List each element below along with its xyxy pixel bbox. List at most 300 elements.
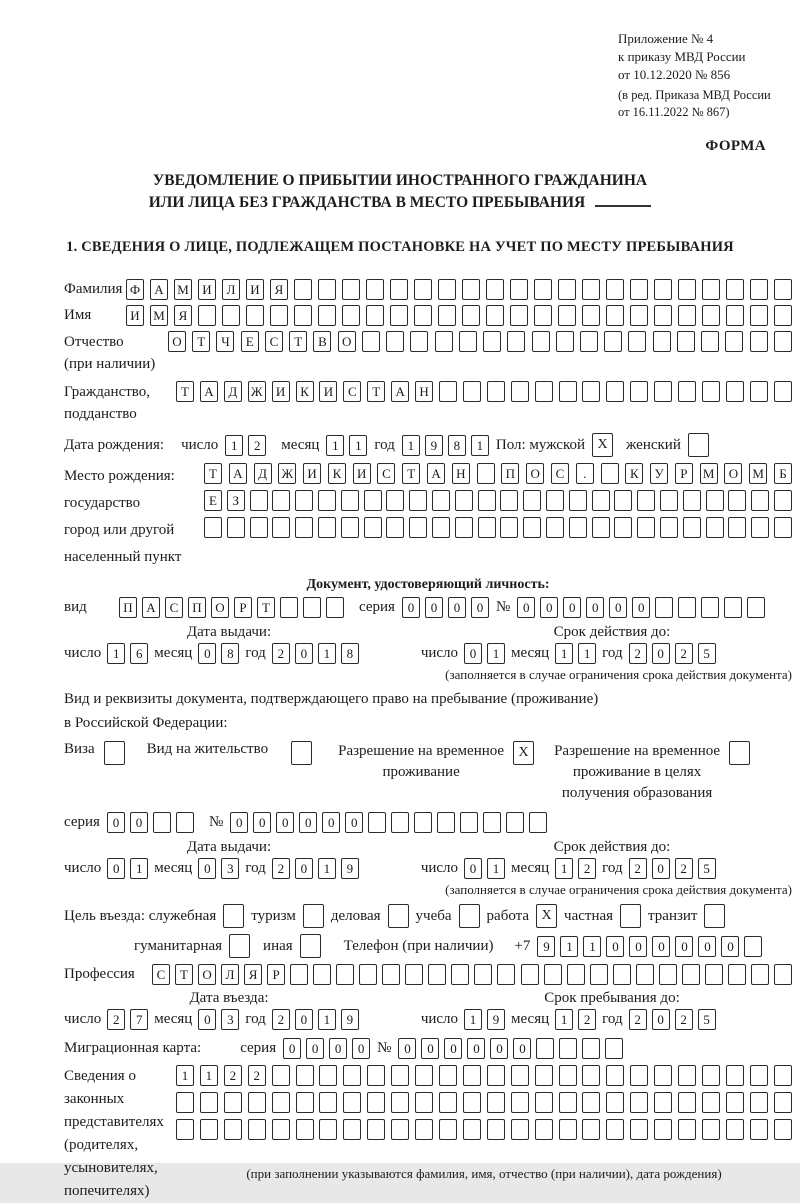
char-cell[interactable] xyxy=(439,1065,457,1086)
char-cell[interactable] xyxy=(592,517,610,538)
char-cell[interactable] xyxy=(582,1065,600,1086)
char-cell[interactable]: 7 xyxy=(130,1009,148,1030)
char-cell[interactable] xyxy=(701,597,719,618)
char-cell[interactable] xyxy=(290,964,308,985)
char-cell[interactable] xyxy=(678,1119,696,1140)
char-cell[interactable] xyxy=(455,490,473,511)
char-cell[interactable] xyxy=(774,331,792,352)
char-cell[interactable]: 0 xyxy=(198,858,216,879)
char-cell[interactable] xyxy=(751,517,769,538)
char-cell[interactable]: 0 xyxy=(276,812,294,833)
char-cell[interactable] xyxy=(728,517,746,538)
char-cell[interactable] xyxy=(546,490,564,511)
char-cell[interactable]: 1 xyxy=(176,1065,194,1086)
char-cell[interactable] xyxy=(391,812,409,833)
purpose-transit-checkbox[interactable] xyxy=(704,904,725,928)
char-cell[interactable]: 1 xyxy=(318,1009,336,1030)
char-cell[interactable] xyxy=(774,1092,792,1113)
representatives-cells-row2[interactable] xyxy=(176,1092,792,1113)
char-cell[interactable] xyxy=(613,964,631,985)
char-cell[interactable] xyxy=(487,1065,505,1086)
char-cell[interactable] xyxy=(500,517,518,538)
char-cell[interactable]: 2 xyxy=(629,643,647,664)
char-cell[interactable] xyxy=(390,279,408,300)
purpose-other-checkbox[interactable] xyxy=(300,934,321,958)
char-cell[interactable]: А xyxy=(427,463,445,484)
char-cell[interactable]: 1 xyxy=(487,858,505,879)
char-cell[interactable]: С xyxy=(152,964,170,985)
char-cell[interactable]: О xyxy=(168,331,186,352)
purpose-private-checkbox[interactable] xyxy=(620,904,641,928)
char-cell[interactable] xyxy=(654,1092,672,1113)
char-cell[interactable] xyxy=(462,279,480,300)
char-cell[interactable] xyxy=(569,517,587,538)
char-cell[interactable]: С xyxy=(265,331,283,352)
char-cell[interactable] xyxy=(546,517,564,538)
char-cell[interactable] xyxy=(582,381,600,402)
char-cell[interactable] xyxy=(462,305,480,326)
char-cell[interactable]: 9 xyxy=(341,1009,359,1030)
profession-cells[interactable] xyxy=(152,964,792,985)
char-cell[interactable] xyxy=(296,1119,314,1140)
char-cell[interactable] xyxy=(678,381,696,402)
char-cell[interactable] xyxy=(606,381,624,402)
char-cell[interactable] xyxy=(439,1119,457,1140)
char-cell[interactable] xyxy=(176,1092,194,1113)
char-cell[interactable] xyxy=(364,517,382,538)
char-cell[interactable] xyxy=(604,331,622,352)
char-cell[interactable] xyxy=(606,1119,624,1140)
char-cell[interactable]: 0 xyxy=(586,597,604,618)
char-cell[interactable] xyxy=(463,381,481,402)
char-cell[interactable] xyxy=(497,964,515,985)
char-cell[interactable] xyxy=(559,1092,577,1113)
char-cell[interactable] xyxy=(774,1065,792,1086)
char-cell[interactable]: И xyxy=(319,381,337,402)
char-cell[interactable] xyxy=(250,517,268,538)
char-cell[interactable]: У xyxy=(650,463,668,484)
char-cell[interactable] xyxy=(272,1092,290,1113)
char-cell[interactable] xyxy=(272,1119,290,1140)
char-cell[interactable] xyxy=(582,305,600,326)
char-cell[interactable] xyxy=(726,305,744,326)
char-cell[interactable] xyxy=(319,1065,337,1086)
representatives-cells-row1[interactable] xyxy=(176,1065,792,1086)
char-cell[interactable] xyxy=(654,1119,672,1140)
char-cell[interactable] xyxy=(510,305,528,326)
char-cell[interactable] xyxy=(582,1092,600,1113)
char-cell[interactable]: 0 xyxy=(448,597,466,618)
char-cell[interactable] xyxy=(750,1092,768,1113)
char-cell[interactable] xyxy=(705,964,723,985)
char-cell[interactable]: 2 xyxy=(224,1065,242,1086)
char-cell[interactable]: 0 xyxy=(563,597,581,618)
char-cell[interactable]: 0 xyxy=(130,812,148,833)
char-cell[interactable]: 0 xyxy=(295,643,313,664)
char-cell[interactable] xyxy=(463,1092,481,1113)
char-cell[interactable]: 0 xyxy=(322,812,340,833)
char-cell[interactable] xyxy=(774,1119,792,1140)
char-cell[interactable]: И xyxy=(126,305,144,326)
char-cell[interactable] xyxy=(536,1038,554,1059)
char-cell[interactable]: 2 xyxy=(272,858,290,879)
char-cell[interactable] xyxy=(451,964,469,985)
char-cell[interactable] xyxy=(630,381,648,402)
visa-checkbox[interactable] xyxy=(104,741,125,765)
char-cell[interactable] xyxy=(198,305,216,326)
char-cell[interactable] xyxy=(500,490,518,511)
entry-month-cells[interactable] xyxy=(198,1009,239,1030)
char-cell[interactable] xyxy=(511,1119,529,1140)
char-cell[interactable] xyxy=(391,1065,409,1086)
char-cell[interactable]: 9 xyxy=(487,1009,505,1030)
char-cell[interactable] xyxy=(630,1119,648,1140)
char-cell[interactable] xyxy=(414,279,432,300)
doc-series-cells[interactable] xyxy=(402,597,489,618)
entry-day-cells[interactable] xyxy=(107,1009,148,1030)
char-cell[interactable] xyxy=(295,517,313,538)
char-cell[interactable] xyxy=(336,964,354,985)
char-cell[interactable]: 0 xyxy=(652,643,670,664)
char-cell[interactable] xyxy=(774,305,792,326)
char-cell[interactable] xyxy=(477,463,495,484)
char-cell[interactable]: Т xyxy=(257,597,275,618)
char-cell[interactable]: А xyxy=(200,381,218,402)
char-cell[interactable] xyxy=(405,964,423,985)
patronymic-cells[interactable] xyxy=(168,331,792,352)
char-cell[interactable]: Е xyxy=(241,331,259,352)
edu-permit-checkbox[interactable] xyxy=(729,741,750,765)
char-cell[interactable] xyxy=(341,490,359,511)
char-cell[interactable] xyxy=(438,279,456,300)
phone-cells[interactable] xyxy=(537,936,762,957)
char-cell[interactable]: М xyxy=(174,279,192,300)
char-cell[interactable]: И xyxy=(272,381,290,402)
char-cell[interactable] xyxy=(342,305,360,326)
char-cell[interactable]: О xyxy=(338,331,356,352)
char-cell[interactable] xyxy=(487,381,505,402)
char-cell[interactable] xyxy=(176,812,194,833)
char-cell[interactable]: 6 xyxy=(130,643,148,664)
char-cell[interactable] xyxy=(343,1065,361,1086)
char-cell[interactable] xyxy=(614,517,632,538)
char-cell[interactable] xyxy=(200,1119,218,1140)
char-cell[interactable]: 1 xyxy=(578,643,596,664)
char-cell[interactable] xyxy=(362,331,380,352)
char-cell[interactable]: В xyxy=(313,331,331,352)
char-cell[interactable] xyxy=(750,331,768,352)
char-cell[interactable]: 3 xyxy=(221,858,239,879)
char-cell[interactable] xyxy=(701,331,719,352)
char-cell[interactable]: 1 xyxy=(402,435,420,456)
char-cell[interactable]: 9 xyxy=(341,858,359,879)
char-cell[interactable] xyxy=(630,305,648,326)
char-cell[interactable] xyxy=(318,517,336,538)
char-cell[interactable] xyxy=(706,490,724,511)
char-cell[interactable]: Я xyxy=(270,279,288,300)
char-cell[interactable]: И xyxy=(246,279,264,300)
char-cell[interactable]: Т xyxy=(402,463,420,484)
char-cell[interactable]: А xyxy=(229,463,247,484)
char-cell[interactable]: . xyxy=(576,463,594,484)
char-cell[interactable] xyxy=(432,517,450,538)
char-cell[interactable]: 2 xyxy=(578,1009,596,1030)
char-cell[interactable]: 0 xyxy=(609,597,627,618)
char-cell[interactable] xyxy=(428,964,446,985)
char-cell[interactable] xyxy=(532,331,550,352)
char-cell[interactable] xyxy=(582,279,600,300)
stay-month-cells[interactable] xyxy=(555,1009,596,1030)
char-cell[interactable]: 1 xyxy=(560,936,578,957)
birth-month-cells[interactable] xyxy=(326,435,367,456)
char-cell[interactable] xyxy=(415,1065,433,1086)
char-cell[interactable]: П xyxy=(188,597,206,618)
rvp-until-month-cells[interactable] xyxy=(555,858,596,879)
char-cell[interactable]: 9 xyxy=(537,936,555,957)
char-cell[interactable]: 0 xyxy=(652,858,670,879)
char-cell[interactable]: С xyxy=(165,597,183,618)
char-cell[interactable] xyxy=(510,279,528,300)
char-cell[interactable] xyxy=(628,331,646,352)
rvp-until-year-cells[interactable] xyxy=(629,858,716,879)
char-cell[interactable] xyxy=(511,1065,529,1086)
char-cell[interactable] xyxy=(774,517,792,538)
char-cell[interactable]: Я xyxy=(244,964,262,985)
char-cell[interactable] xyxy=(702,1119,720,1140)
char-cell[interactable] xyxy=(677,331,695,352)
char-cell[interactable]: 0 xyxy=(540,597,558,618)
char-cell[interactable]: 2 xyxy=(272,643,290,664)
char-cell[interactable] xyxy=(343,1119,361,1140)
char-cell[interactable] xyxy=(605,1038,623,1059)
char-cell[interactable]: Т xyxy=(204,463,222,484)
iddoc-until-year-cells[interactable] xyxy=(629,643,716,664)
char-cell[interactable] xyxy=(774,381,792,402)
birth-year-cells[interactable] xyxy=(402,435,489,456)
char-cell[interactable]: 0 xyxy=(402,597,420,618)
char-cell[interactable]: 2 xyxy=(578,858,596,879)
char-cell[interactable]: Ф xyxy=(126,279,144,300)
char-cell[interactable] xyxy=(725,331,743,352)
char-cell[interactable]: 0 xyxy=(329,1038,347,1059)
char-cell[interactable] xyxy=(702,305,720,326)
char-cell[interactable]: 0 xyxy=(425,597,443,618)
char-cell[interactable] xyxy=(326,597,344,618)
char-cell[interactable]: П xyxy=(501,463,519,484)
char-cell[interactable]: 2 xyxy=(248,435,266,456)
char-cell[interactable]: 0 xyxy=(606,936,624,957)
char-cell[interactable]: К xyxy=(296,381,314,402)
char-cell[interactable]: 0 xyxy=(398,1038,416,1059)
char-cell[interactable] xyxy=(682,964,700,985)
char-cell[interactable] xyxy=(751,490,769,511)
doc-type-cells[interactable] xyxy=(119,597,344,618)
purpose-study-checkbox[interactable] xyxy=(459,904,480,928)
char-cell[interactable] xyxy=(556,331,574,352)
mc-number-cells[interactable] xyxy=(398,1038,623,1059)
doc-number-cells[interactable] xyxy=(517,597,765,618)
char-cell[interactable] xyxy=(702,279,720,300)
char-cell[interactable] xyxy=(544,964,562,985)
char-cell[interactable]: 1 xyxy=(200,1065,218,1086)
stay-day-cells[interactable] xyxy=(464,1009,505,1030)
char-cell[interactable]: И xyxy=(353,463,371,484)
char-cell[interactable] xyxy=(391,1092,409,1113)
char-cell[interactable] xyxy=(614,490,632,511)
char-cell[interactable] xyxy=(318,279,336,300)
char-cell[interactable]: Т xyxy=(367,381,385,402)
char-cell[interactable] xyxy=(437,812,455,833)
char-cell[interactable] xyxy=(678,1065,696,1086)
char-cell[interactable]: П xyxy=(119,597,137,618)
char-cell[interactable] xyxy=(534,305,552,326)
char-cell[interactable]: И xyxy=(303,463,321,484)
char-cell[interactable] xyxy=(683,490,701,511)
char-cell[interactable] xyxy=(653,331,671,352)
char-cell[interactable] xyxy=(409,517,427,538)
char-cell[interactable]: 0 xyxy=(352,1038,370,1059)
char-cell[interactable]: Д xyxy=(224,381,242,402)
char-cell[interactable]: С xyxy=(551,463,569,484)
char-cell[interactable] xyxy=(382,964,400,985)
char-cell[interactable] xyxy=(410,331,428,352)
birthplace-cells-row3[interactable] xyxy=(204,517,792,538)
char-cell[interactable] xyxy=(744,936,762,957)
char-cell[interactable] xyxy=(774,964,792,985)
char-cell[interactable] xyxy=(590,964,608,985)
char-cell[interactable] xyxy=(386,490,404,511)
char-cell[interactable] xyxy=(318,490,336,511)
char-cell[interactable] xyxy=(280,597,298,618)
char-cell[interactable] xyxy=(294,305,312,326)
char-cell[interactable] xyxy=(222,305,240,326)
char-cell[interactable]: 1 xyxy=(318,858,336,879)
char-cell[interactable] xyxy=(567,964,585,985)
char-cell[interactable] xyxy=(319,1092,337,1113)
char-cell[interactable] xyxy=(750,1065,768,1086)
birthplace-cells-row1[interactable] xyxy=(204,463,792,484)
rvp-issue-day-cells[interactable] xyxy=(107,858,148,879)
char-cell[interactable] xyxy=(368,812,386,833)
char-cell[interactable] xyxy=(655,597,673,618)
rvp-until-day-cells[interactable] xyxy=(464,858,505,879)
char-cell[interactable] xyxy=(630,279,648,300)
iddoc-until-day-cells[interactable] xyxy=(464,643,505,664)
char-cell[interactable]: 1 xyxy=(130,858,148,879)
char-cell[interactable] xyxy=(654,279,672,300)
char-cell[interactable] xyxy=(483,812,501,833)
char-cell[interactable]: Ж xyxy=(248,381,266,402)
char-cell[interactable]: 2 xyxy=(272,1009,290,1030)
char-cell[interactable] xyxy=(506,812,524,833)
char-cell[interactable]: 1 xyxy=(318,643,336,664)
char-cell[interactable] xyxy=(592,490,610,511)
char-cell[interactable]: Н xyxy=(415,381,433,402)
char-cell[interactable]: 0 xyxy=(721,936,739,957)
char-cell[interactable] xyxy=(630,1092,648,1113)
char-cell[interactable] xyxy=(726,1119,744,1140)
rvp-number-cells[interactable] xyxy=(230,812,547,833)
char-cell[interactable] xyxy=(582,1119,600,1140)
char-cell[interactable] xyxy=(478,517,496,538)
char-cell[interactable] xyxy=(569,490,587,511)
char-cell[interactable] xyxy=(535,381,553,402)
char-cell[interactable]: 0 xyxy=(230,812,248,833)
char-cell[interactable] xyxy=(478,490,496,511)
char-cell[interactable] xyxy=(751,964,769,985)
char-cell[interactable] xyxy=(486,305,504,326)
rvp-issue-year-cells[interactable] xyxy=(272,858,359,879)
char-cell[interactable]: 0 xyxy=(490,1038,508,1059)
char-cell[interactable]: А xyxy=(150,279,168,300)
char-cell[interactable] xyxy=(415,1119,433,1140)
char-cell[interactable] xyxy=(637,517,655,538)
char-cell[interactable] xyxy=(343,1092,361,1113)
char-cell[interactable]: 8 xyxy=(341,643,359,664)
char-cell[interactable] xyxy=(341,517,359,538)
char-cell[interactable] xyxy=(535,1119,553,1140)
char-cell[interactable] xyxy=(390,305,408,326)
char-cell[interactable] xyxy=(463,1065,481,1086)
char-cell[interactable] xyxy=(726,279,744,300)
char-cell[interactable] xyxy=(750,305,768,326)
char-cell[interactable] xyxy=(558,279,576,300)
mc-series-cells[interactable] xyxy=(283,1038,370,1059)
char-cell[interactable] xyxy=(153,812,171,833)
char-cell[interactable] xyxy=(606,279,624,300)
char-cell[interactable] xyxy=(432,490,450,511)
char-cell[interactable] xyxy=(774,490,792,511)
surname-cells[interactable] xyxy=(126,279,792,300)
char-cell[interactable] xyxy=(606,1092,624,1113)
char-cell[interactable] xyxy=(224,1092,242,1113)
char-cell[interactable] xyxy=(366,305,384,326)
char-cell[interactable] xyxy=(559,1065,577,1086)
char-cell[interactable]: 1 xyxy=(349,435,367,456)
char-cell[interactable] xyxy=(678,1092,696,1113)
char-cell[interactable]: Т xyxy=(192,331,210,352)
char-cell[interactable]: Я xyxy=(174,305,192,326)
char-cell[interactable] xyxy=(294,279,312,300)
char-cell[interactable] xyxy=(318,305,336,326)
char-cell[interactable]: 0 xyxy=(464,858,482,879)
char-cell[interactable]: М xyxy=(150,305,168,326)
char-cell[interactable] xyxy=(295,490,313,511)
sex-male-checkbox[interactable]: X xyxy=(592,433,613,457)
stay-year-cells[interactable] xyxy=(629,1009,716,1030)
birthplace-cells-row2[interactable] xyxy=(204,490,792,511)
char-cell[interactable] xyxy=(272,517,290,538)
char-cell[interactable] xyxy=(637,490,655,511)
char-cell[interactable] xyxy=(227,517,245,538)
char-cell[interactable] xyxy=(391,1119,409,1140)
char-cell[interactable]: 0 xyxy=(306,1038,324,1059)
char-cell[interactable]: М xyxy=(749,463,767,484)
char-cell[interactable] xyxy=(435,331,453,352)
char-cell[interactable]: 2 xyxy=(675,643,693,664)
char-cell[interactable]: 2 xyxy=(675,1009,693,1030)
char-cell[interactable] xyxy=(702,381,720,402)
char-cell[interactable] xyxy=(523,517,541,538)
char-cell[interactable] xyxy=(678,597,696,618)
char-cell[interactable]: 5 xyxy=(698,643,716,664)
char-cell[interactable] xyxy=(660,517,678,538)
char-cell[interactable] xyxy=(750,381,768,402)
char-cell[interactable]: Н xyxy=(452,463,470,484)
char-cell[interactable] xyxy=(511,1092,529,1113)
char-cell[interactable]: 0 xyxy=(698,936,716,957)
char-cell[interactable] xyxy=(654,381,672,402)
